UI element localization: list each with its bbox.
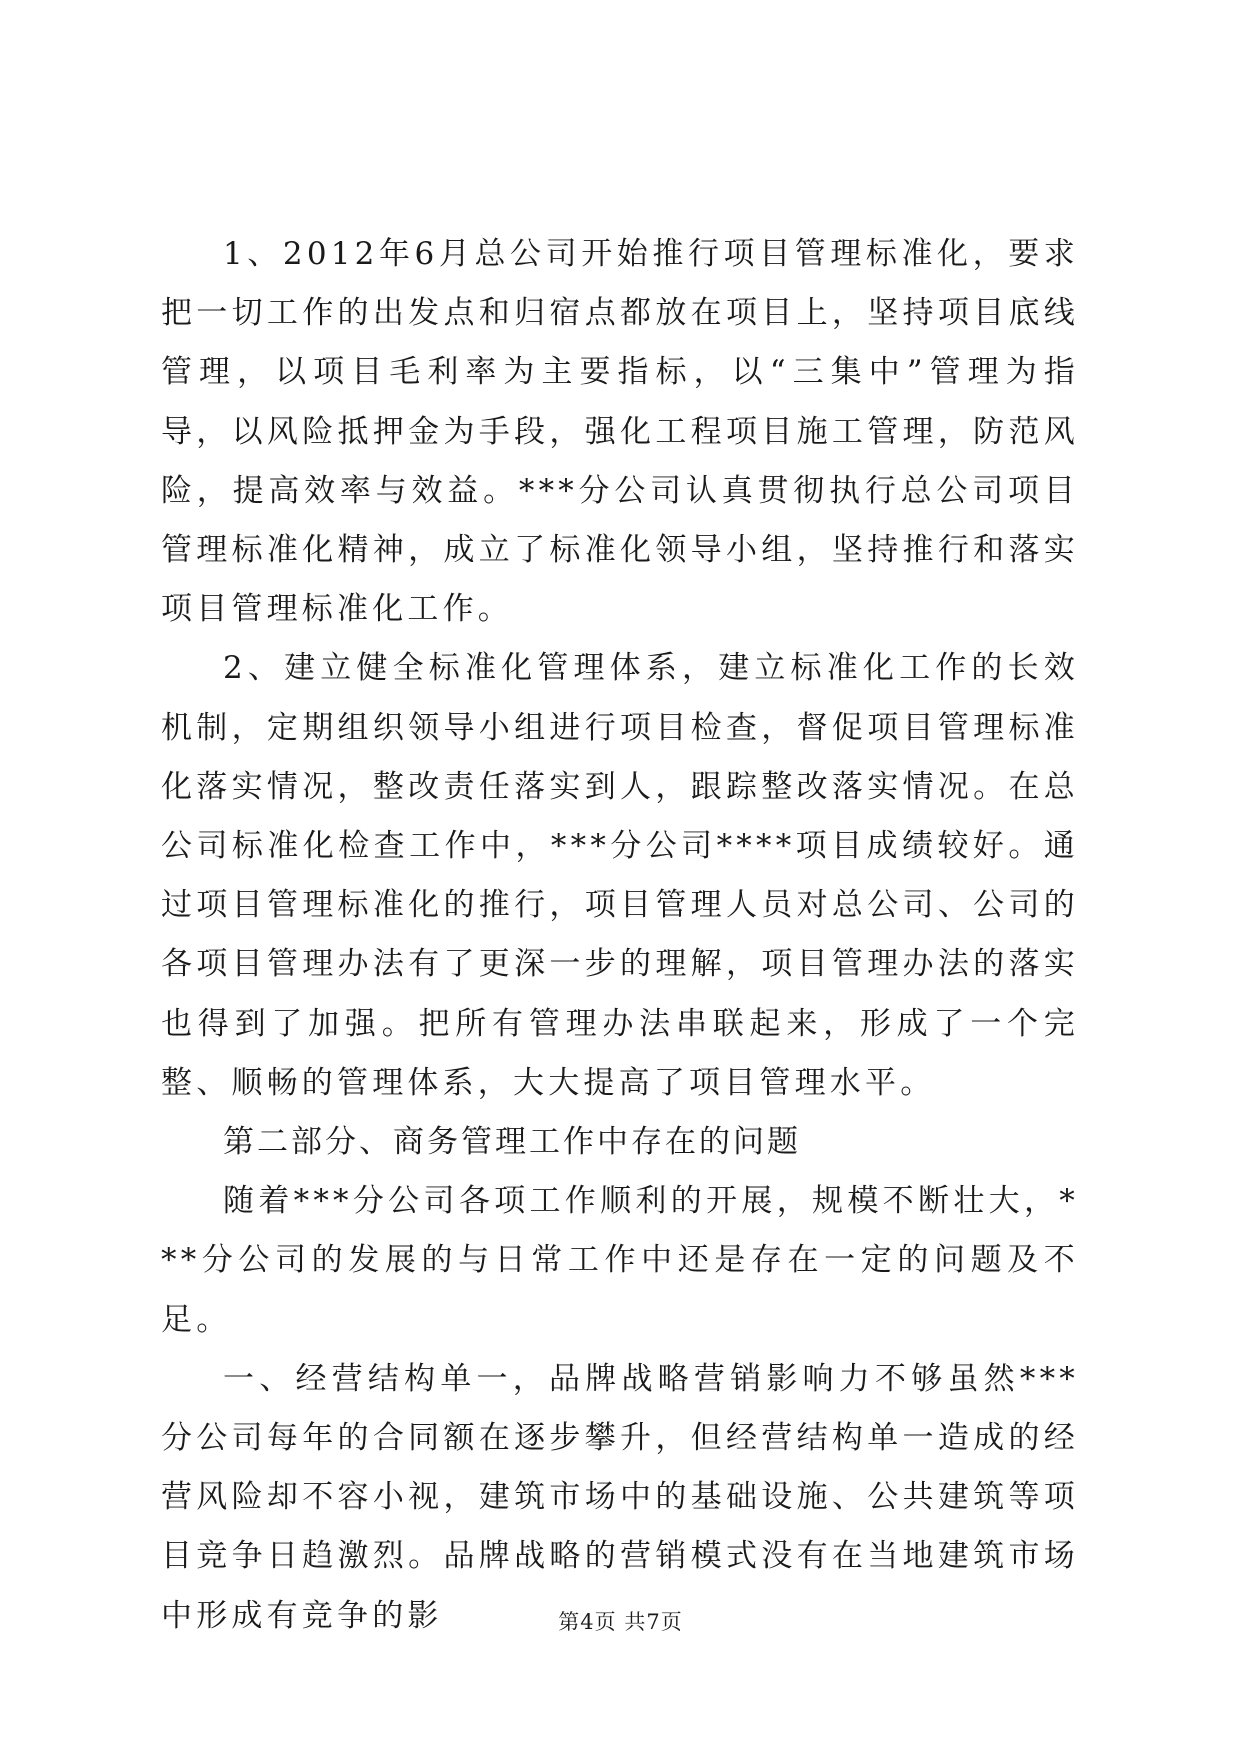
paragraph-intro: 随着***分公司各项工作顺利的开展，规模不断壮大，***分公司的发展的与日常工作中还是存在一定的问题及不足。 [161,1183,1079,1338]
paragraph-item-1: 1、2012年6月总公司开始推行项目管理标准化，要求把一切工作的出发点和归宿点都放在项目上，坚持项目底线管理，以项目毛利率为主要指标，以“三集中”管理为指导，以风险抵押金为手段，强化工程项目施工管理，防范风险，提高效率与效益。***分公司认真贯彻执行总公司项目管理标准化精神，成立了标准化领导小组，坚持推行和落实项目管理标准化工作。 [161,236,1079,628]
document-body [161,225,1079,1646]
page-number-footer: 第4页 共7页 [558,1610,683,1634]
paragraph-item-2: 2、建立健全标准化管理体系，建立标准化工作的长效机制，定期组织领导小组进行项目检查，督促项目管理标准化落实情况，整改责任落实到人，跟踪整改落实情况。在总公司标准化检查工作中，***分公司****项目成绩较好。通过项目管理标准化的推行，项目管理人员对总公司、公司的各项目管理办法有了更深一步的理解，项目管理办法的落实也得到了加强。把所有管理办法串联起来，形成了一个完整、顺畅的管理体系，大大提高了项目管理水平。 [161,650,1079,1101]
paragraph-problem-1: 一、经营结构单一，品牌战略营销影响力不够虽然***分公司每年的合同额在逐步攀升，但经营结构单一造成的经营风险却不容小视，建筑市场中的基础设施、公共建筑等项目竞争日趋激烈。品牌战略的营销模式没有在当地建筑市场中形成有竞争的影 [161,1360,1079,1634]
section-heading: 第二部分、商务管理工作中存在的问题 [223,1124,801,1161]
